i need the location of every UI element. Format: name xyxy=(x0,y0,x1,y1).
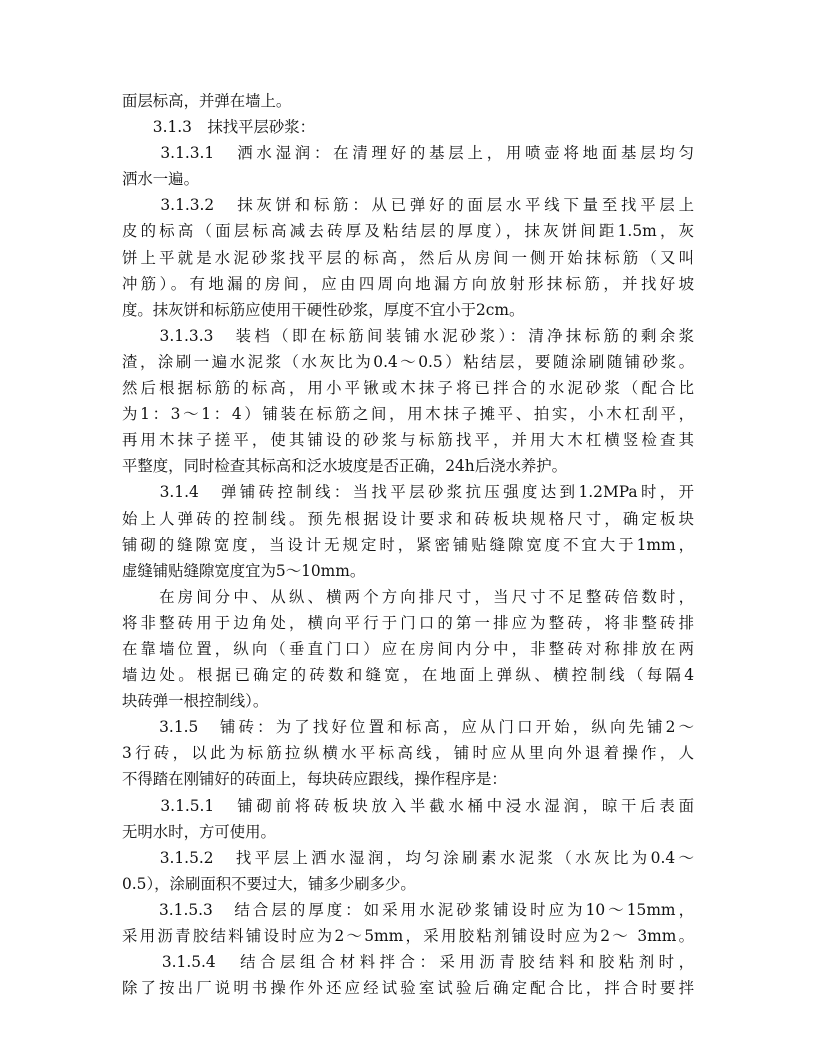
text-line: 3.1.5.1 铺砌前将砖板块放入半截水桶中浸水湿润，晾干后表面 xyxy=(122,796,694,815)
text-line: 皮的标高（面层标高减去砖厚及粘结层的厚度），抹灰饼间距1.5m，灰 xyxy=(122,222,694,241)
text-line: 3.1.5 铺砖：为了找好位置和标高，应从门口开始，纵向先铺2～ xyxy=(122,718,694,737)
text-line: 始上人弹砖的控制线。预先根据设计要求和砖板块规格尺寸，确定板块 xyxy=(122,509,694,528)
text-line: 3.1.3 抹找平层砂浆： xyxy=(122,118,316,137)
text-line: 3.1.3.1 洒水湿润：在清理好的基层上，用喷壶将地面基层均匀 xyxy=(122,144,694,163)
text-line: 3行砖，以此为标筋拉纵横水平标高线，铺时应从里向外退着操作，人 xyxy=(122,744,694,763)
text-line: 冲筋）。有地漏的房间，应由四周向地漏方向放射形抹标筋，并找好坡 xyxy=(122,274,694,293)
text-line: 铺砌的缝隙宽度，当设计无规定时，紧密铺贴缝隙宽度不宜大于1mm， xyxy=(122,535,694,554)
text-line: 除了按出厂说明书操作外还应经试验室试验后确定配合比，拌合时要拌 xyxy=(122,979,694,998)
text-line: 将非整砖用于边角处，横向平行于门口的第一排应为整砖，将非整砖排 xyxy=(122,613,694,632)
text-line: 洒水一遍。 xyxy=(122,170,199,189)
text-line: 渣，涂刷一遍水泥浆（水灰比为0.4～0.5）粘结层，要随涂刷随铺砂浆。 xyxy=(122,352,694,371)
text-line: 为1：3～1：4）铺装在标筋之间，用木抹子摊平、拍实，小木杠刮平， xyxy=(122,405,694,424)
text-line: 0.5），涂刷面积不要过大，铺多少刷多少。 xyxy=(122,874,416,893)
text-line: 3.1.3.3 装档（即在标筋间装铺水泥砂浆）：清净抹标筋的剩余浆 xyxy=(122,326,694,345)
text-line: 虚缝铺贴缝隙宽度宜为5～10mm。 xyxy=(122,561,366,580)
document-page xyxy=(122,88,694,1001)
text-line: 在房间分中、从纵、横两个方向排尺寸，当尺寸不足整砖倍数时， xyxy=(122,587,694,606)
text-line: 墙边处。根据已确定的砖数和缝宽，在地面上弹纵、横控制线（每隔4 xyxy=(122,666,694,685)
text-line: 采用沥青胶结料铺设时应为2～5mm，采用胶粘剂铺设时应为2～ 3mm。 xyxy=(122,927,694,945)
text-line: 面层标高，并弹在墙上。 xyxy=(122,92,292,110)
text-line: 3.1.5.2 找平层上洒水湿润，均匀涂刷素水泥浆（水灰比为0.4～ xyxy=(122,848,694,867)
text-line: 平整度，同时检查其标高和泛水坡度是否正确，24h后浇水养护。 xyxy=(122,457,568,476)
text-line: 3.1.5.3 结合层的厚度：如采用水泥砂浆铺设时应为10～15mm， xyxy=(122,900,694,919)
text-line: 然后根据标筋的标高，用小平锹或木抹子将已拌合的水泥砂浆（配合比 xyxy=(122,379,694,398)
text-line: 3.1.5.4 结合层组合材料拌合：采用沥青胶结料和胶粘剂时， xyxy=(122,953,694,972)
text-line: 再用木抹子搓平，使其铺设的砂浆与标筋找平，并用大木杠横竖检查其 xyxy=(122,431,694,450)
text-line: 不得踏在刚铺好的砖面上，每块砖应跟线，操作程序是： xyxy=(122,770,507,789)
text-line: 饼上平就是水泥砂浆找平层的标高，然后从房间一侧开始抹标筋（又叫 xyxy=(122,248,694,267)
text-line: 在靠墙位置，纵向（垂直门口）应在房间内分中，非整砖对称排放在两 xyxy=(122,639,694,658)
text-line: 度。抹灰饼和标筋应使用干硬性砂浆，厚度不宜小于2cm。 xyxy=(122,300,525,319)
text-line: 3.1.4 弹铺砖控制线：当找平层砂浆抗压强度达到1.2MPa时，开 xyxy=(122,483,694,502)
text-line: 无明水时，方可使用。 xyxy=(122,822,276,841)
text-line: 3.1.3.2 抹灰饼和标筋：从已弹好的面层水平线下量至找平层上 xyxy=(122,196,694,215)
text-line: 块砖弹一根控制线）。 xyxy=(122,692,269,711)
